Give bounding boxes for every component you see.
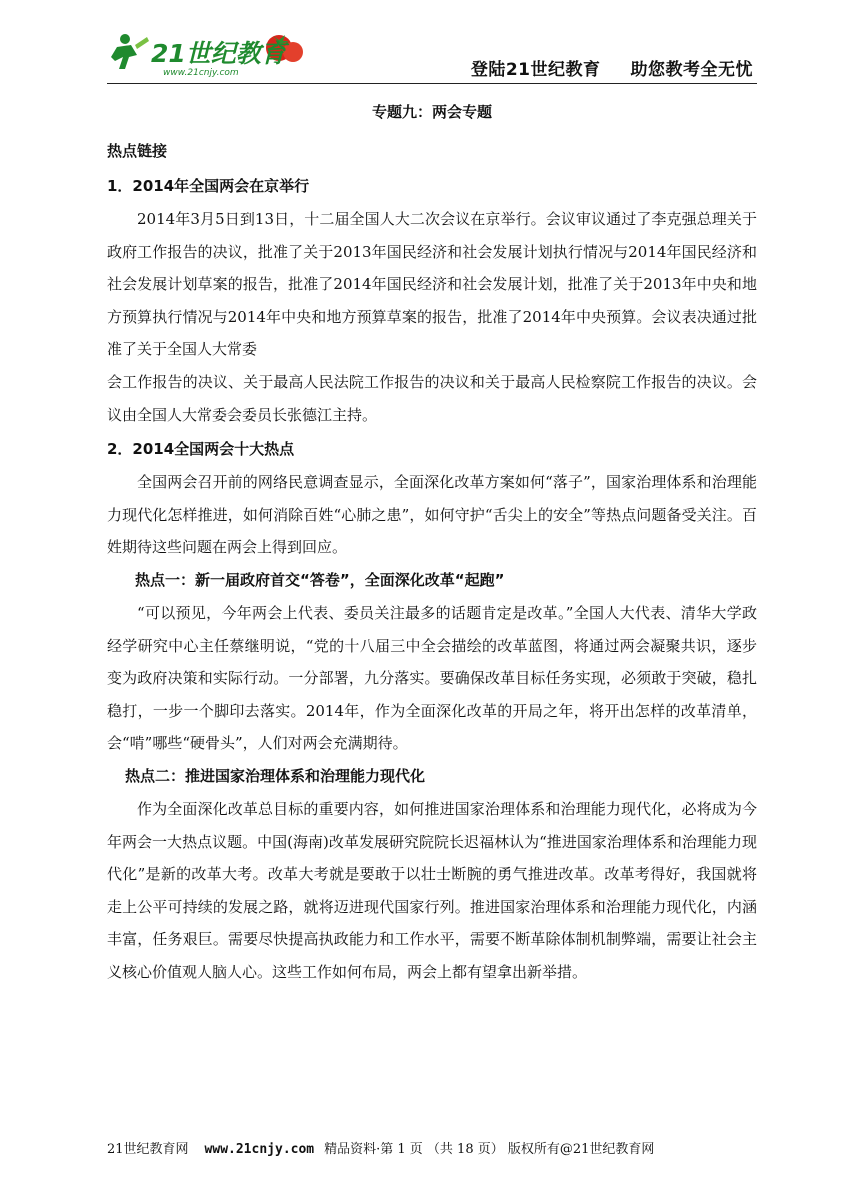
slogan-left: 登陆21世纪教育 xyxy=(470,60,601,80)
header-divider xyxy=(107,83,757,84)
footer-page-info: 精品资料·第 1 页 （共 18 页） xyxy=(324,1142,504,1157)
slogan-right: 助您教考全无忧 xyxy=(630,60,753,80)
item1-title: 1．2014年全国两会在京举行 xyxy=(107,177,310,195)
item2-paragraph: 全国两会召开前的网络民意调查显示，全面深化改革方案如何“落子”，国家治理体系和治理能力现代化怎样推进，如何消除百姓“心肺之患”，如何守护“舌尖上的安全”等热点问题备受关注。百姓期待这些问题在两会上得到回应。 xyxy=(107,473,757,557)
page-footer xyxy=(107,1138,757,1157)
footer-copyright: 版权所有@21世纪教育网 xyxy=(507,1142,655,1157)
item1-paragraph-1: 2014年3月5日到13日，十二届全国人大二次会议在京举行。会议审议通过了李克强总理关于政府工作报告的决议，批准了关于2013年国民经济和社会发展计划执行情况与2014年国民经济和社会发展计划草案的报告，批准了2014年国民经济和社会发展计划，批准了关于2013年中央和地方预算执行情况与2014年中央和地方预算草案的报告，批准了2014年中央预算。会议表决通过批准了关于全国人大常委 xyxy=(107,210,757,359)
hot2-paragraph: 作为全面深化改革总目标的重要内容，如何推进国家治理体系和治理能力现代化，必将成为今年两会一大热点议题。中国(海南)改革发展研究院院长迟福林认为“推进国家治理体系和治理能力现代化”是新的改革大考。改革大考就是要敢于以壮士断腕的勇气推进改革。改革考得好，我国就将走上公平可持续的发展之路，就将迈进现代国家行列。推进国家治理体系和治理能力现代化，内涵丰富，任务艰巨。需要尽快提高执政能力和工作水平，需要不断革除体制机制弊端，需要让社会主义核心价值观人脑人心。这些工作如何布局，两会上都有望拿出新举措。 xyxy=(107,799,757,981)
footer-site: 21世纪教育网 xyxy=(107,1142,189,1157)
item1-paragraph-2: 会工作报告的决议、关于最高人民法院工作报告的决议和关于最高人民检察院工作报告的决议。会议由全国人大常委会委员长张德江主持。 xyxy=(107,372,757,424)
page-title: 专题九：两会专题 xyxy=(371,103,492,121)
logo-url-text: www.21cnjy.com xyxy=(163,68,239,77)
page-header xyxy=(107,25,757,85)
footer-url-link[interactable]: www.21cnjy.com xyxy=(204,1142,315,1157)
runner-icon xyxy=(111,34,149,69)
document-body xyxy=(107,99,757,988)
hot2-title: 热点二：推进国家治理体系和治理能力现代化 xyxy=(125,766,426,785)
section-heading: 热点链接 xyxy=(107,142,168,160)
item2-title: 2．2014全国两会十大热点 xyxy=(107,440,295,459)
header-slogan xyxy=(441,55,753,80)
hot1-title: 热点一：新一届政府首交“答卷”，全面深化改革“起跑” xyxy=(135,570,505,589)
site-logo xyxy=(107,31,307,77)
hot1-paragraph: “可以预见，今年两会上代表、委员关注最多的话题肯定是改革。”全国人大代表、清华大学政经学研究中心主任蔡继明说，“党的十八届三中全会描绘的改革蓝图，将通过两会凝聚共识，逐步变为政府决策和实际行动。一分部署，九分落实。要确保改革目标任务实现，必须敢于突破，稳扎稳打，一步一个脚印去落实。2014年，作为全面深化改革的开局之年，将开出怎样的改革清单，会“啃”哪些“硬骨头”，人们对两会充满期待。 xyxy=(107,603,757,753)
logo-text: 21世纪教育 xyxy=(151,39,286,68)
